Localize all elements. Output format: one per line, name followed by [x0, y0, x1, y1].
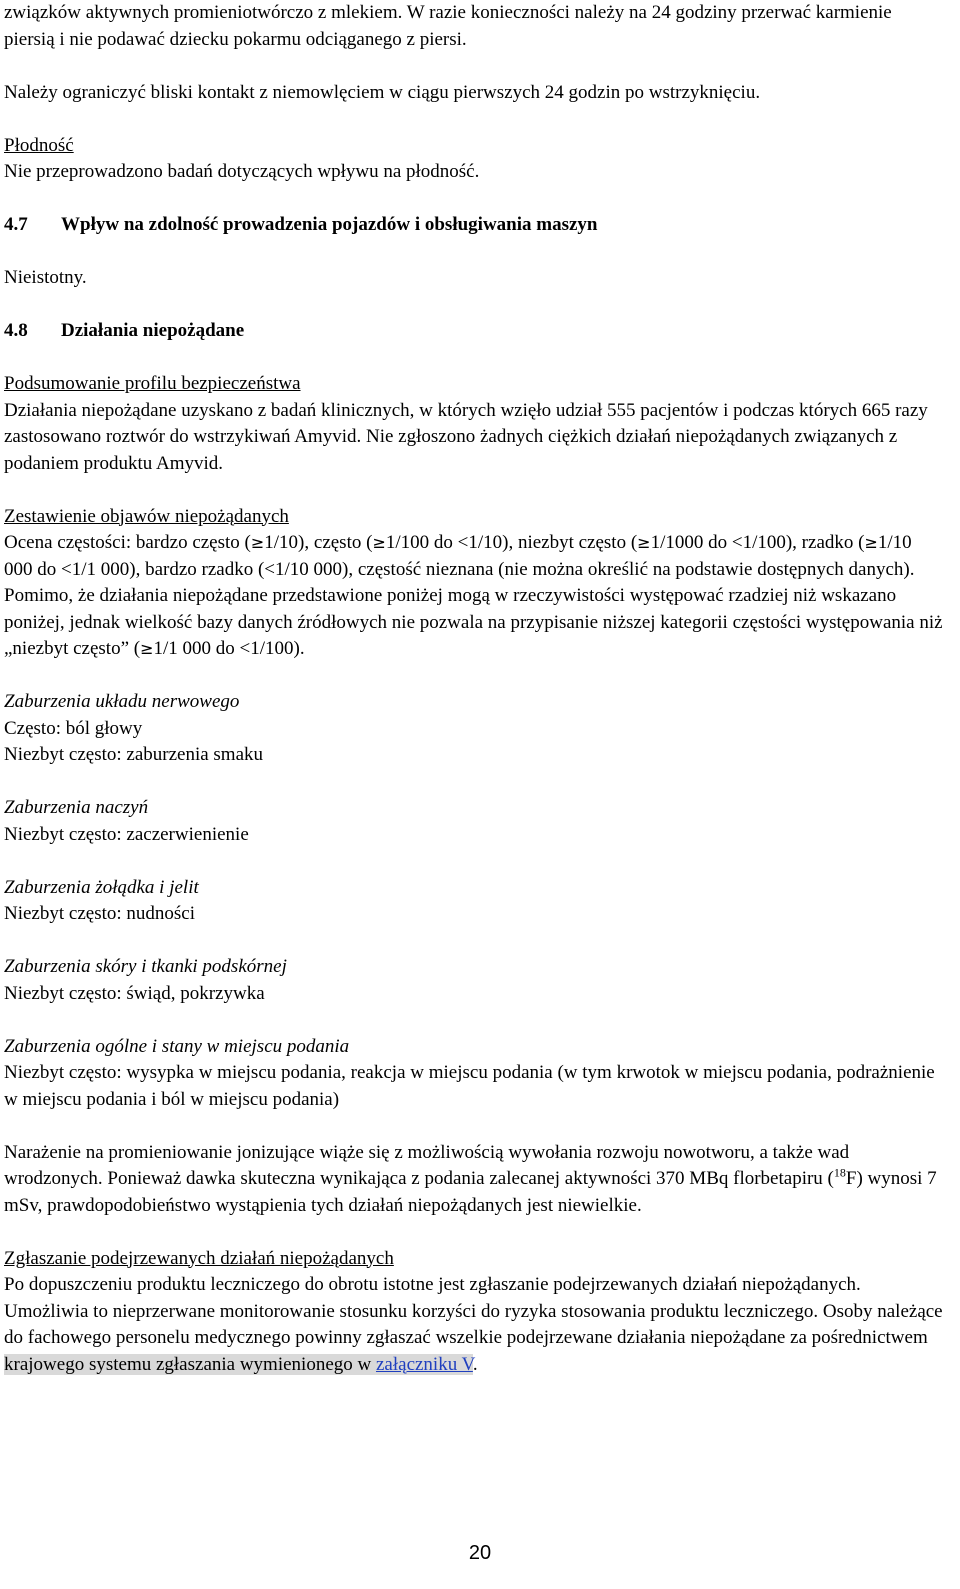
- soc-block-gastro: [4, 875, 944, 928]
- soc-block-skin: [4, 954, 944, 1007]
- greater-equal-symbol: ≥: [372, 533, 386, 552]
- soc-block-nervous: [4, 689, 944, 769]
- freq-text-3: 1/100 do <1/10), niezbyt często (: [385, 532, 638, 553]
- annex-v-link[interactable]: załączniku V: [375, 1353, 473, 1375]
- soc-block-vascular: [4, 795, 944, 848]
- radiation-text-2: F) wynosi 7 mSv, prawdopodobieństwo wystąpienia tych działań niepożądanych jest niewielkie.: [4, 1168, 937, 1216]
- reporting-text-1: Po dopuszczeniu produktu leczniczego do obrotu istotne jest zgłaszanie podejrzewanych działań niepożądanych. Umożliwia to nieprzerwane monitorowanie stosunku korzyści do ryzyka stosowania produktu leczniczego. Osoby należące do fachowego personelu medycznego powinny zgłaszać wszelkie podejrzewane działania niepożądane za pośrednictwem: [4, 1274, 943, 1348]
- soc-title: Zaburzenia naczyń: [4, 797, 149, 818]
- soc-line: Niezbyt często: świąd, pokrzywka: [4, 982, 265, 1004]
- reporting-title: Zgłaszanie podejrzewanych działań niepożądanych: [4, 1247, 394, 1269]
- intro-paragraph-1: związków aktywnych promieniotwórczo z mlekiem. W razie konieczności należy na 24 godziny przerwać karmienie piersią i nie podawać dziecku pokarmu odciąganego z piersi.: [4, 2, 892, 50]
- freq-text-5: 1/10 000 do <1/1 000), bardzo rzadko (<1/10 000), częstość nieznana (nie można określić na podstawie dostępnych danych). Pomimo, że działania niepożądane przedstawione poniżej mogą w rzeczywistości występować rzadziej niż wskazano poniżej, jednak wielkość bazy danych źródłowych nie pozwala na przypisanie niższej kategorii częstości występowania niż „niezbyt często” (: [4, 532, 943, 659]
- soc-line: Często: ból głowy: [4, 717, 143, 739]
- greater-equal-symbol: ≥: [637, 533, 651, 552]
- soc-title: Zaburzenia układu nerwowego: [4, 691, 240, 712]
- section-4-7-heading: [4, 212, 944, 239]
- fertility-text: Nie przeprowadzono badań dotyczących wpływu na płodność.: [4, 161, 480, 182]
- soc-line: Niezbyt często: nudności: [4, 903, 196, 924]
- safety-summary-text: Działania niepożądane uzyskano z badań klinicznych, w których wzięło udział 555 pacjentów i podczas których 665 razy zastosowano roztwór do wstrzykiwań Amyvid. Nie zgłoszono żadnych ciężkich działań niepożądanych związanych z podaniem produktu Amyvid.: [4, 399, 928, 474]
- section-4-7-number: 4.7: [4, 214, 28, 235]
- freq-text-4: 1/1000 do <1/100), rzadko (: [650, 532, 865, 553]
- document-page: [4, 0, 944, 1378]
- soc-line: Niezbyt często: zaburzenia smaku: [4, 744, 264, 765]
- reporting-block: [4, 1246, 944, 1379]
- reporting-paragraph: [4, 1272, 944, 1378]
- frequency-paragraph: [4, 530, 944, 663]
- greater-equal-symbol: ≥: [140, 639, 154, 658]
- reporting-text-2: .: [472, 1353, 478, 1375]
- soc-title: Zaburzenia żołądka i jelit: [4, 876, 199, 898]
- highlighted-text: [4, 1354, 473, 1375]
- section-4-8-number: 4.8: [4, 320, 28, 341]
- soc-title: Zaburzenia ogólne i stany w miejscu podania: [4, 1035, 350, 1057]
- isotope-superscript: 18: [833, 1165, 846, 1180]
- intro-paragraph-2: Należy ograniczyć bliski kontakt z niemowlęciem w ciągu pierwszych 24 godzin po wstrzyknięciu.: [4, 81, 761, 103]
- soc-line: Niezbyt często: wysypka w miejscu podania, reakcja w miejscu podania (w tym krwotok w miejscu podania, podrażnienie w miejscu podania i ból w miejscu podania): [4, 1062, 935, 1110]
- highlighted-text-part: krajowego systemu zgłaszania wymienionego w: [4, 1353, 376, 1375]
- soc-block-general: [4, 1034, 944, 1114]
- greater-equal-symbol: ≥: [864, 533, 878, 552]
- section-4-8-heading: [4, 318, 944, 345]
- fertility-block: [4, 133, 944, 186]
- safety-summary-title: Podsumowanie profilu bezpieczeństwa: [4, 373, 301, 394]
- safety-summary: [4, 371, 944, 477]
- section-4-7-title: Wpływ na zdolność prowadzenia pojazdów i obsługiwania maszyn: [61, 214, 598, 235]
- soc-title: Zaburzenia skóry i tkanki podskórnej: [4, 956, 287, 977]
- freq-text-6: 1/1 000 do <1/100).: [153, 638, 305, 659]
- section-4-8-title: Działania niepożądane: [61, 320, 245, 341]
- adverse-list-title: Zestawienie objawów niepożądanych: [4, 505, 289, 527]
- fertility-title: Płodność: [4, 134, 74, 156]
- freq-text-1: Ocena częstości: bardzo często (: [4, 532, 251, 553]
- radiation-text-1: Narażenie na promieniowanie jonizujące wiąże się z możliwością wywołania rozwoju nowotworu, a także wad wrodzonych. Ponieważ dawka skuteczna wynikająca z podania zalecanej aktywności 370 MBq florbetapiru (: [4, 1141, 850, 1189]
- section-4-7-text: Nieistotny.: [4, 267, 87, 288]
- adverse-reactions-list: [4, 504, 944, 663]
- freq-text-2: 1/10), często (: [264, 532, 373, 553]
- soc-line: Niezbyt często: zaczerwienienie: [4, 823, 249, 845]
- greater-equal-symbol: ≥: [250, 533, 265, 552]
- page-number: 20: [468, 1542, 492, 1564]
- radiation-paragraph: [4, 1140, 944, 1220]
